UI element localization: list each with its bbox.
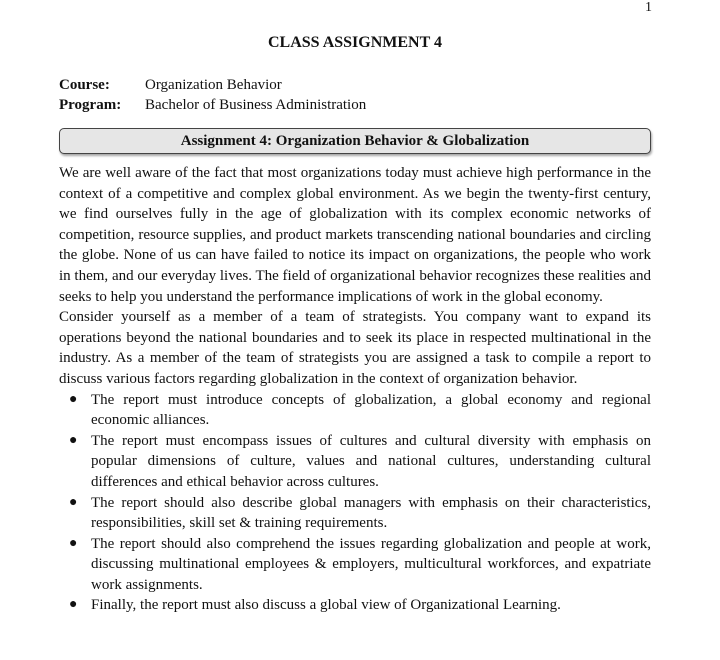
requirements-list xyxy=(59,390,651,617)
bullet-icon: ● xyxy=(69,597,78,613)
course-label: Course: xyxy=(59,77,110,93)
list-item xyxy=(59,595,651,616)
bullet-icon: ● xyxy=(69,432,78,448)
bullet-icon: ● xyxy=(69,494,78,510)
program-label: Program: xyxy=(59,97,122,113)
assignment-body xyxy=(59,163,651,616)
bullet-icon: ● xyxy=(69,535,78,551)
task-paragraph: Consider yourself as a member of a team of strategists. You company want to expand its operations beyond the national boundaries and to seek its place in respected multinational in the industry. As a member of the team of strategists you are assigned a task to compile a report to discuss various factors regarding globalization in the context of organization behavior. xyxy=(59,309,651,387)
intro-paragraph: We are well aware of the fact that most organizations today must achieve high performance in the context of a competitive and complex global environment. As we begin the twenty-first century, we find ourselves fully in the age of globalization with its complex economic networks of competition, resource supplies, and product markets transcending national boundaries and circling the globe. None of us can have failed to notice its impact on organizations, the people who work in them, and our everyday lives. The field of organizational behavior recognizes these realities and seeks to help you understand the performance implications of work in the global economy. xyxy=(59,165,651,305)
list-item-text: The report must introduce concepts of globalization, a global economy and regional economic alliances. xyxy=(91,391,651,429)
bullet-icon: ● xyxy=(69,391,78,407)
list-item-text: The report should also describe global managers with emphasis on their characteristics, responsibilities, skill set & training requirements. xyxy=(91,494,651,532)
page-number: 1 xyxy=(645,0,652,15)
course-value: Organization Behavior xyxy=(145,77,282,93)
assignment-heading-banner: Assignment 4: Organization Behavior & Globalization xyxy=(59,128,651,154)
list-item-text: The report must encompass issues of cultures and cultural diversity with emphasis on popular dimensions of culture, values and national cultures, understanding cultural differences and ethical behavior across cultures. xyxy=(91,432,651,490)
course-info xyxy=(59,75,366,115)
list-item-text: The report should also comprehend the issues regarding globalization and people at work, discussing multinational employees & employers, multicultural workforces, and expatriate work assignments. xyxy=(91,535,651,593)
program-value: Bachelor of Business Administration xyxy=(145,97,367,113)
list-item xyxy=(59,390,651,431)
list-item xyxy=(59,534,651,596)
list-item xyxy=(59,431,651,493)
course-row xyxy=(59,75,366,95)
list-item-text: Finally, the report must also discuss a global view of Organizational Learning. xyxy=(91,597,561,614)
document-title: CLASS ASSIGNMENT 4 xyxy=(268,34,442,51)
program-row xyxy=(59,95,366,115)
list-item xyxy=(59,493,651,534)
